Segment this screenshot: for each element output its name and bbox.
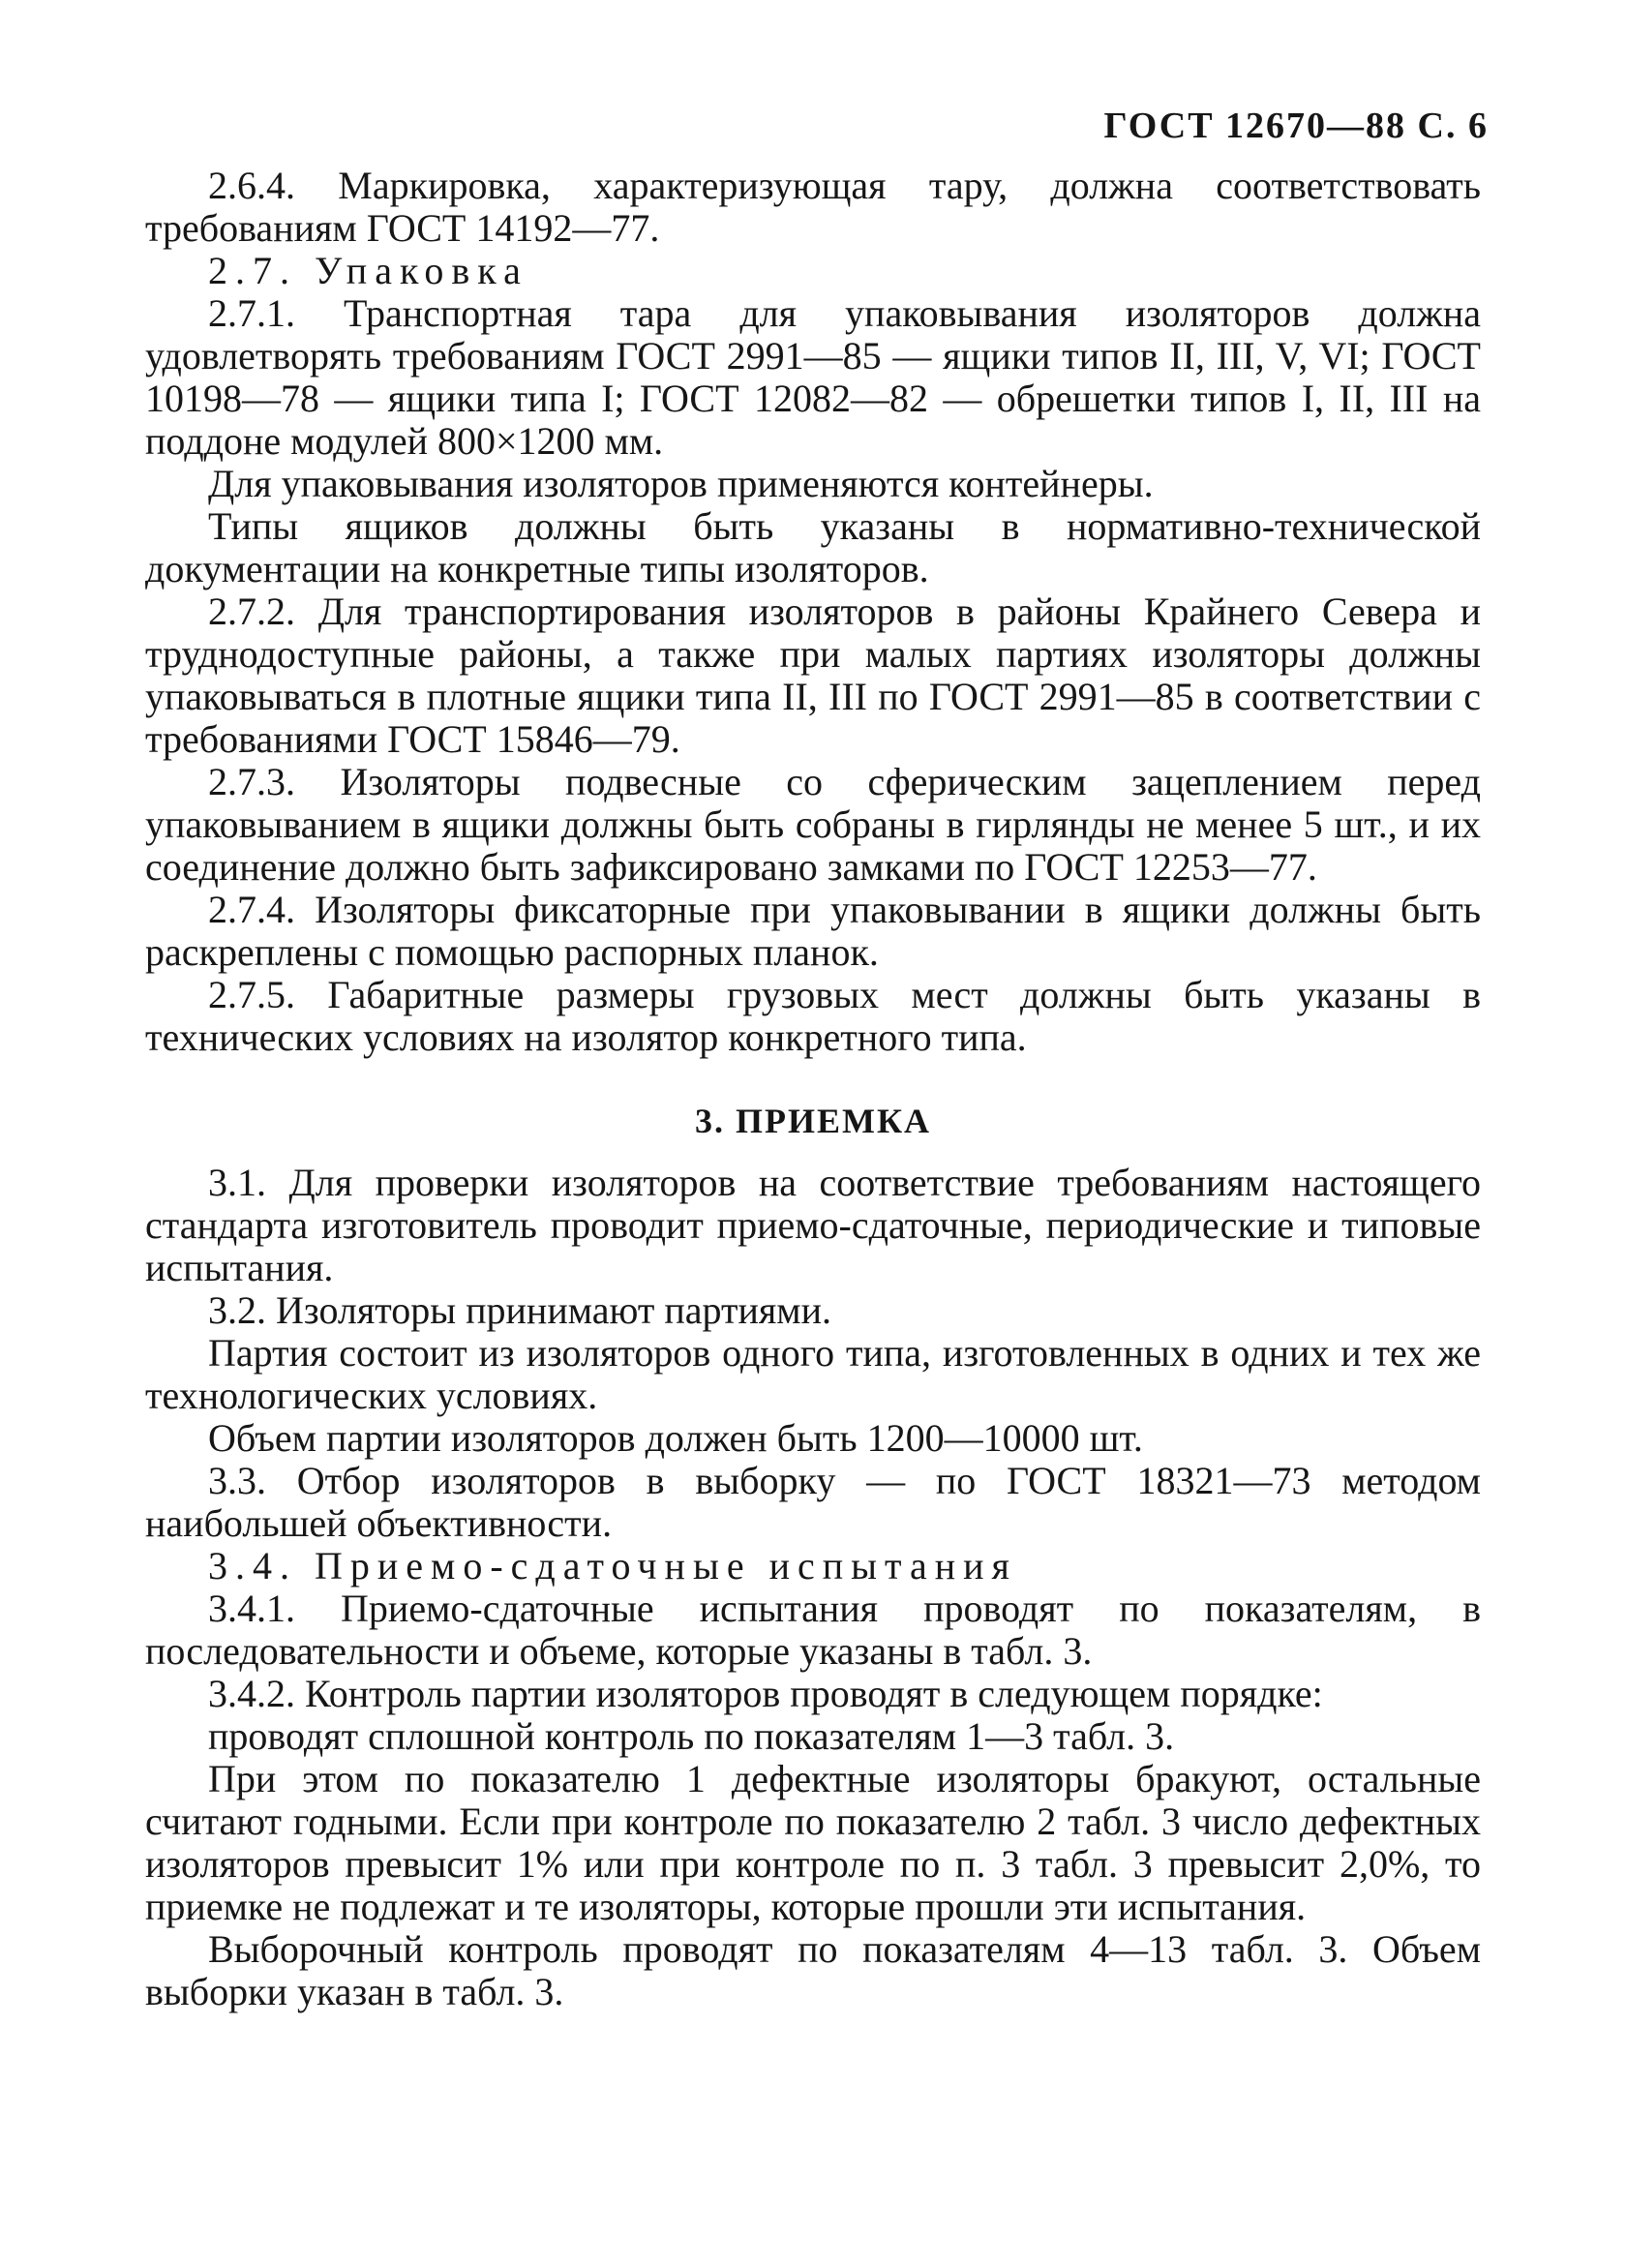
paragraph-p341: 3.4.1. Приемо-сдаточные испытания проводят по показателям, в последовательности и объеме, которые указаны в табл. 3. — [145, 1587, 1481, 1673]
page-header: ГОСТ 12670—88 С. 6 — [1103, 106, 1489, 146]
paragraph-p32: 3.2. Изоляторы принимают партиями. — [208, 1288, 832, 1332]
paragraph-p274: 2.7.4. Изоляторы фиксаторные при упаковывании в ящики должны быть раскреплены с помощью распорных планок. — [145, 888, 1481, 974]
paragraph-p273: 2.7.3. Изоляторы подвесные со сферическим зацеплением перед упаковыванием в ящики должны быть собраны в гирлянды не менее 5 шт., и их соединение должно быть зафиксировано замками по ГОСТ 12253—77. — [145, 760, 1481, 889]
section-title-acceptance: 3. ПРИЕМКА — [694, 1102, 932, 1140]
section-packaging — [145, 165, 1481, 1059]
paragraph-p271c: Типы ящиков должны быть указаны в нормативно-технической документации на конкретные типы изоляторов. — [145, 504, 1481, 590]
paragraph-p31: 3.1. Для проверки изоляторов на соответствие требованиям настоящего стандарта изготовитель проводит приемо-сдаточные, периодические и типовые испытания. — [145, 1161, 1481, 1289]
paragraph-p271b: Для упаковывания изоляторов применяются контейнеры. — [208, 462, 1154, 505]
paragraph-p34: 3.4. Приемо-сдаточные испытания — [208, 1544, 1017, 1588]
paragraph-p342b: проводят сплошной контроль по показателям 1—3 табл. 3. — [208, 1714, 1175, 1758]
paragraph-p272: 2.7.2. Для транспортирования изоляторов в районы Крайнего Севера и труднодоступные районы, а также при малых партиях изоляторы должны упаковываться в плотные ящики типа II, III по ГОСТ 2991—85 в соответствии с требованиями ГОСТ 15846—79. — [145, 590, 1481, 761]
paragraph-p342: 3.4.2. Контроль партии изоляторов проводят в следующем порядке: — [208, 1672, 1323, 1715]
document-body — [145, 165, 1481, 2013]
paragraph-p32c: Объем партии изоляторов должен быть 1200—10000 шт. — [208, 1416, 1143, 1460]
paragraph-p32b: Партия состоит из изоляторов одного типа, изготовленных в одних и тех же технологических условиях. — [145, 1331, 1481, 1417]
paragraph-p271: 2.7.1. Транспортная тара для упаковывания изоляторов должна удовлетворять требованиям ГОСТ 2991—85 — ящики типов II, III, V, VI; ГОСТ 10198—78 — ящики типа I; ГОСТ 12082—82 — обрешетки типов I, II, III на поддоне модулей 800×1200 мм. — [145, 291, 1481, 463]
paragraph-p342c: При этом по показателю 1 дефектные изоляторы бракуют, остальные считают годными. Если при контроле по показателю 2 табл. 3 число дефектных изоляторов превысит 1% или при контроле по п. 3 табл. 3 превысит 2,0%, то приемке не подлежат и те изоляторы, которые прошли эти испытания. — [145, 1757, 1481, 1928]
paragraph-p27: 2.7. Упаковка — [208, 249, 528, 292]
paragraph-p264: 2.6.4. Маркировка, характеризующая тару, должна соответствовать требованиям ГОСТ 14192—77. — [145, 164, 1481, 250]
paragraph-p275: 2.7.5. Габаритные размеры грузовых мест должны быть указаны в технических условиях на изолятор конкретного типа. — [145, 973, 1481, 1059]
paragraph-p342d: Выборочный контроль проводят по показателям 4—13 табл. 3. Объем выборки указан в табл. 3. — [145, 1927, 1481, 2013]
section-acceptance — [145, 1162, 1481, 2013]
paragraph-p33: 3.3. Отбор изоляторов в выборку — по ГОСТ 18321—73 методом наибольшей объективности. — [145, 1459, 1481, 1545]
